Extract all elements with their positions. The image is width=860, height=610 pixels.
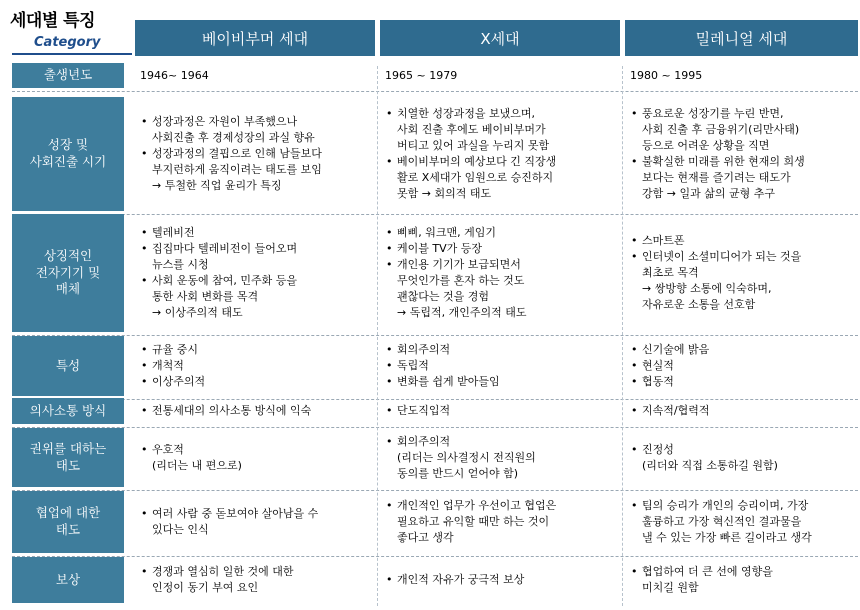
cell-r2-c1 bbox=[385, 214, 623, 332]
bullet-text: 규율 중시 bbox=[152, 343, 199, 356]
bullet-text: 지속적/협력적 bbox=[642, 404, 710, 417]
bullet-icon: • bbox=[141, 507, 148, 520]
bullet-text: 협업하여 더 큰 선에 영향을 미치길 원함 bbox=[642, 565, 773, 594]
bullet-text: 베이비부머의 예상보다 긴 직장생 활로 X세대가 임원으로 승진하지 못함 → 회의적 태도 bbox=[397, 155, 557, 200]
bullet-icon: • bbox=[386, 258, 393, 271]
cell-r5-c0 bbox=[140, 428, 378, 487]
bullet-item bbox=[385, 498, 623, 546]
bullet-item bbox=[630, 442, 860, 474]
row-label-6: 협업에 대한 태도 bbox=[12, 491, 124, 553]
bullet-icon: • bbox=[141, 274, 148, 287]
bullet-text: 불확실한 미래를 위한 현재의 희생 보다는 현재를 즐기려는 태도가 강함 → 일과 삶의 균형 추구 bbox=[642, 155, 805, 200]
cell-r0-c1 bbox=[385, 63, 623, 88]
bullet-item bbox=[140, 358, 378, 374]
cell-r5-c2 bbox=[630, 428, 860, 487]
bullet-item bbox=[385, 434, 623, 482]
cell-r7-c1 bbox=[385, 557, 623, 603]
row-label-0: 출생년도 bbox=[12, 63, 124, 88]
bullet-icon: • bbox=[386, 226, 393, 239]
bullet-icon: • bbox=[386, 499, 393, 512]
bullet-icon: • bbox=[631, 250, 638, 263]
bullet-item bbox=[630, 358, 860, 374]
bullet-text: 회의주의적 bbox=[397, 343, 451, 356]
bullet-item bbox=[385, 241, 623, 257]
bullet-text: 삐삐, 워크맨, 게임기 bbox=[397, 226, 496, 239]
bullet-text: 텔레비전 bbox=[152, 226, 195, 239]
bullet-text: 케이블 TV가 등장 bbox=[397, 242, 482, 255]
bullet-icon: • bbox=[141, 242, 148, 255]
bullet-text: 우호적 (리더는 내 편으로) bbox=[152, 442, 242, 472]
bullet-item bbox=[630, 154, 860, 202]
bullet-item bbox=[140, 146, 378, 194]
bullet-item bbox=[140, 374, 378, 390]
bullet-text: 인터넷이 소셜미디어가 되는 것을 최초로 목격 → 쌍방향 소통에 익숙하며, 자유로운 소통을 선호함 bbox=[642, 250, 802, 311]
bullet-item bbox=[140, 241, 378, 273]
bullet-icon: • bbox=[141, 442, 148, 456]
bullet-item bbox=[630, 342, 860, 358]
bullet-text: 풍요로운 성장기를 누린 반면, 사회 진출 후 금융위기(리만사태) 등으로 어려운 상황을 직면 bbox=[642, 107, 800, 152]
column-header-2: 밀레니얼 세대 bbox=[625, 20, 858, 56]
bullet-icon: • bbox=[386, 375, 393, 388]
bullet-text: 팀의 승리가 개인의 승리이며, 가장 훌륭하고 가장 혁신적인 결과물을 낼 수 있는 가장 빠른 길이라고 생각 bbox=[642, 499, 812, 544]
cell-r2-c2 bbox=[630, 214, 860, 332]
cell-r3-c0 bbox=[140, 336, 378, 396]
bullet-item bbox=[140, 342, 378, 358]
bullet-item bbox=[140, 564, 378, 596]
bullet-text: 성장과정은 자원이 부족했으나 사회진출 후 경제성장의 과실 향유 bbox=[152, 115, 315, 144]
bullet-icon: • bbox=[141, 359, 148, 372]
bullet-text: 독립적 bbox=[397, 359, 429, 372]
bullet-icon: • bbox=[386, 573, 393, 586]
bullet-text: 개인적 자유가 궁극적 보상 bbox=[397, 573, 525, 586]
bullet-item bbox=[385, 225, 623, 241]
bullet-item bbox=[140, 403, 378, 419]
bullet-icon: • bbox=[631, 404, 638, 417]
bullet-text: 현실적 bbox=[642, 359, 674, 372]
row-label-4: 의사소통 방식 bbox=[12, 398, 124, 424]
bullet-item bbox=[385, 154, 623, 202]
cell-text: 1965 ~ 1979 bbox=[385, 68, 458, 82]
bullet-item bbox=[630, 498, 860, 546]
cell-r3-c1 bbox=[385, 336, 623, 396]
cell-r6-c2 bbox=[630, 491, 860, 553]
bullet-icon: • bbox=[141, 343, 148, 356]
bullet-text: 협동적 bbox=[642, 375, 674, 388]
bullet-item bbox=[630, 374, 860, 390]
bullet-icon: • bbox=[631, 107, 638, 120]
bullet-item bbox=[140, 273, 378, 321]
row-divider bbox=[12, 91, 858, 92]
bullet-icon: • bbox=[141, 404, 148, 417]
bullet-icon: • bbox=[631, 375, 638, 388]
cell-r6-c0 bbox=[140, 491, 378, 553]
bullet-item bbox=[630, 106, 860, 154]
bullet-icon: • bbox=[631, 359, 638, 372]
cell-r0-c0 bbox=[140, 63, 378, 88]
column-divider bbox=[622, 66, 623, 606]
bullet-item bbox=[140, 442, 378, 474]
bullet-text: 여러 사람 중 돋보여야 살아남을 수 있다는 인식 bbox=[152, 507, 319, 536]
bullet-text: 개인적인 업무가 우선이고 협업은 필요하고 유익할 때만 하는 것이 좋다고 생각 bbox=[397, 499, 557, 544]
cell-r1-c0 bbox=[140, 97, 378, 211]
bullet-icon: • bbox=[141, 226, 148, 239]
bullet-icon: • bbox=[386, 404, 393, 417]
row-label-5: 권위를 대하는 태도 bbox=[12, 428, 124, 487]
cell-text: 1946~ 1964 bbox=[140, 68, 209, 82]
page-title: 세대별 특징 bbox=[10, 11, 96, 31]
bullet-item bbox=[140, 225, 378, 241]
bullet-icon: • bbox=[386, 359, 393, 372]
bullet-icon: • bbox=[631, 155, 638, 168]
bullet-item bbox=[385, 403, 623, 419]
cell-text: 1980 ~ 1995 bbox=[630, 68, 703, 82]
cell-r5-c1 bbox=[385, 428, 623, 487]
cell-r4-c2 bbox=[630, 398, 860, 424]
row-label-2: 상징적인 전자기기 및 매체 bbox=[12, 214, 124, 332]
bullet-icon: • bbox=[386, 155, 393, 168]
cell-r0-c2 bbox=[630, 63, 860, 88]
bullet-text: 단도직입적 bbox=[397, 404, 451, 417]
cell-r4-c0 bbox=[140, 398, 378, 424]
row-label-1: 성장 및 사회진출 시기 bbox=[12, 97, 124, 211]
column-header-0: 베이비부머 세대 bbox=[135, 20, 375, 56]
bullet-item bbox=[385, 106, 623, 154]
column-header-1: X세대 bbox=[380, 20, 620, 56]
bullet-icon: • bbox=[631, 234, 638, 247]
cell-r3-c2 bbox=[630, 336, 860, 396]
bullet-icon: • bbox=[141, 565, 148, 578]
bullet-text: 진정성 (리더와 직접 소통하길 원함) bbox=[642, 442, 778, 472]
cell-r2-c0 bbox=[140, 214, 378, 332]
cell-r6-c1 bbox=[385, 491, 623, 553]
bullet-text: 개인용 기기가 보급되면서 무엇인가를 혼자 하는 것도 괜찮다는 것을 경험 → 독립적, 개인주의적 태도 bbox=[397, 258, 527, 319]
bullet-item bbox=[140, 506, 378, 538]
bullet-item bbox=[385, 374, 623, 390]
bullet-item bbox=[385, 572, 623, 588]
bullet-text: 변화를 쉽게 받아들임 bbox=[397, 375, 500, 388]
bullet-icon: • bbox=[631, 565, 638, 578]
bullet-text: 성장과정의 결핍으로 인해 남들보다 부지런하게 움직이려는 태도를 보임 → 투철한 직업 윤리가 특징 bbox=[152, 147, 322, 192]
bullet-text: 전통세대의 의사소통 방식에 익숙 bbox=[152, 404, 312, 417]
bullet-text: 회의주의적 (리더는 의사결정시 전직원의 동의를 반드시 얻어야 함) bbox=[397, 434, 536, 480]
bullet-item bbox=[630, 233, 860, 249]
cell-r1-c1 bbox=[385, 97, 623, 211]
bullet-icon: • bbox=[631, 442, 638, 456]
cell-r7-c0 bbox=[140, 557, 378, 603]
bullet-icon: • bbox=[386, 343, 393, 356]
bullet-icon: • bbox=[141, 115, 148, 128]
bullet-item bbox=[385, 342, 623, 358]
bullet-item bbox=[630, 564, 860, 596]
bullet-item bbox=[385, 358, 623, 374]
cell-r1-c2 bbox=[630, 97, 860, 211]
row-label-3: 특성 bbox=[12, 336, 124, 396]
bullet-item bbox=[140, 114, 378, 146]
bullet-icon: • bbox=[386, 434, 393, 448]
bullet-text: 치열한 성장과정을 보냈으며, 사회 진출 후에도 베이비부머가 버티고 있어 과실을 누리지 못함 bbox=[397, 107, 550, 152]
cell-r4-c1 bbox=[385, 398, 623, 424]
row-label-7: 보상 bbox=[12, 557, 124, 603]
bullet-text: 개척적 bbox=[152, 359, 184, 372]
bullet-text: 스마트폰 bbox=[642, 234, 685, 247]
bullet-icon: • bbox=[386, 242, 393, 255]
bullet-icon: • bbox=[631, 499, 638, 512]
bullet-text: 신기술에 밝음 bbox=[642, 343, 710, 356]
cell-r7-c2 bbox=[630, 557, 860, 603]
bullet-text: 이상주의적 bbox=[152, 375, 206, 388]
category-label: Category bbox=[34, 35, 101, 50]
bullet-icon: • bbox=[386, 107, 393, 120]
bullet-icon: • bbox=[141, 147, 148, 160]
category-underline bbox=[12, 53, 132, 55]
bullet-item bbox=[630, 403, 860, 419]
bullet-text: 집집마다 텔레비전이 들어오며 뉴스를 시청 bbox=[152, 242, 298, 271]
bullet-text: 경쟁과 열심히 일한 것에 대한 인정이 동기 부여 요인 bbox=[152, 565, 294, 594]
column-divider bbox=[377, 66, 378, 606]
bullet-icon: • bbox=[631, 343, 638, 356]
bullet-icon: • bbox=[141, 375, 148, 388]
bullet-text: 사회 운동에 참여, 민주화 등을 통한 사회 변화를 목격 → 이상주의적 태도 bbox=[152, 274, 297, 319]
bullet-item bbox=[385, 257, 623, 321]
bullet-item bbox=[630, 249, 860, 313]
